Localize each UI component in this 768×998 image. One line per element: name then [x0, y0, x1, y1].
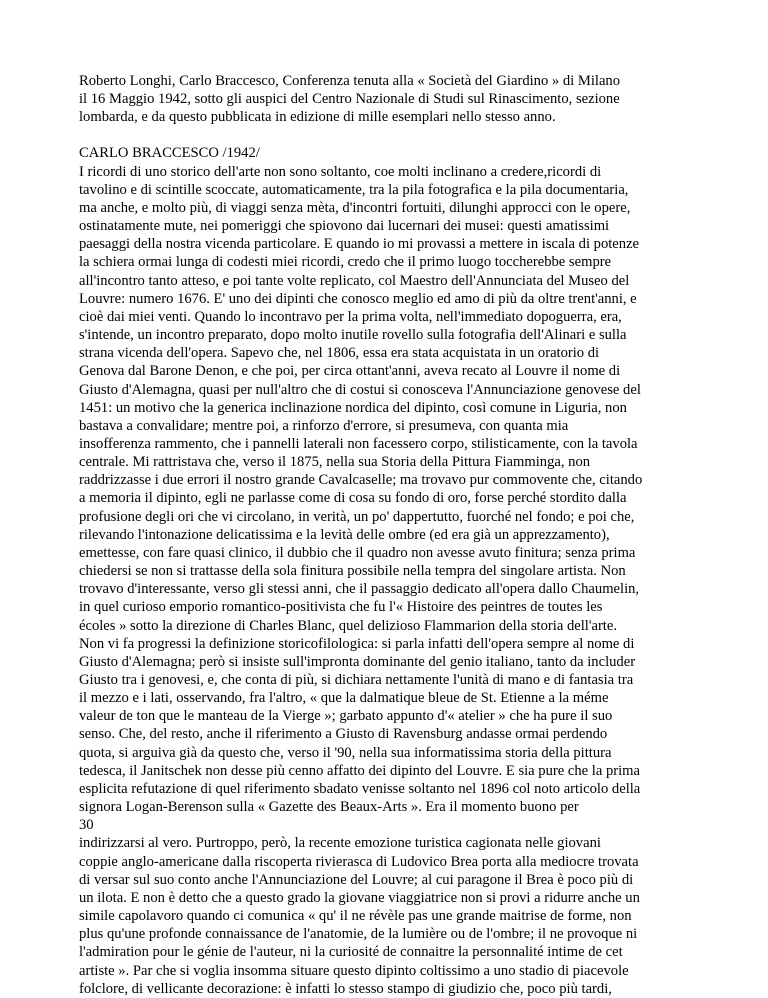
body-line: 1451: un motivo che la generica inclinazione nordica del dipinto, così comune in Liguria, non [79, 399, 627, 416]
body-line: Genova dal Barone Denon, e che poi, per circa ottant'anni, aveva recato al Louvre il nome di [79, 363, 621, 380]
body-line: artiste ». Par che si voglia insomma situare questo dipinto coltissimo a uno stadio di piacevole [79, 962, 629, 979]
body-line: insofferenza rammento, che i pannelli laterali non facessero corpo, stilisticamente, con la tavola [79, 435, 638, 452]
body-line: Giusto tra i genovesi, e, che conta di più, si dichiara nettamente l'unità di mano e di fantasia tra [79, 672, 634, 688]
body-line: tavolino e di scintille scoccate, automaticamente, tra la pila fotografica e la pila documentaria, [79, 181, 629, 198]
body-line: chiedersi se non si trattasse della sola finitura possibile nella tempra del singolare artista. Non [79, 563, 626, 580]
page-number: 30 [79, 817, 94, 834]
body-line: paesaggi della nostra vicenda particolare. E quando io mi provassi a mettere in iscala di potenze [79, 236, 640, 253]
body-line: all'incontro tanto atteso, e poi tante volte replicato, col Maestro dell'Annunciata del Museo del [79, 272, 630, 289]
body-line: Louvre: numero 1676. E' uno dei dipinti che conosco meglio ed amo di più da oltre trent'anni, e [79, 290, 637, 307]
body-line: senso. Che, del resto, anche il riferimento a Giusto di Ravensburg andasse ormai perdendo [79, 726, 608, 743]
body-line: écoles » sotto la direzione di Charles Blanc, quel delizioso Flammarion della storia dell'arte. [79, 617, 617, 634]
body-line: plus qu'une profonde connaissance de l'anatomie, de la lumière ou de l'ombre; il ne provoque ni [79, 926, 638, 943]
body-line: profusione degli ori che vi circolano, in verità, un po' dappertutto, fuorché nel fondo; e poi che, [79, 508, 635, 525]
body-line: strana vicenda dell'opera. Sapevo che, nel 1806, essa era stata acquistata in un oratorio di [79, 345, 600, 362]
body-line: trovavo d'interessante, verso gli stessi anni, che il passaggio dedicato all'opera dallo Chaumelin, [79, 581, 640, 598]
publication-note-line: il 16 Maggio 1942, sotto gli auspici del Centro Nazionale di Studi sul Rinascimento, sezione [79, 91, 620, 108]
body-line: di versar sul suo conto anche l'Annunciazione del Louvre; al cui paragone il Brea è poco più di [79, 871, 634, 888]
publication-note-line: Roberto Longhi, Carlo Braccesco, Conferenza tenuta alla « Società del Giardino » di Milano [79, 73, 621, 89]
body-line: quota, si arguiva già da questo che, verso il '90, nella sua informatissima storia della pittura [79, 744, 612, 761]
document-page [79, 72, 719, 998]
body-line: il mezzo e i lati, osservando, fra l'altro, « que la dalmatique bleue de St. Etienne a la méme [79, 690, 609, 707]
body-line: bastava a convalidare; mentre poi, a rinforzo d'errore, si presumeva, con quanta mia [79, 417, 569, 434]
publication-note [79, 72, 719, 126]
essay-section [79, 144, 719, 997]
body-line: Giusto d'Alemagna; però si insiste sull'impronta dominante del genio italiano, tanto da includer [79, 653, 636, 670]
body-line: Non vi fa progressi la definizione storicofilologica: si parla infatti dell'opera sempre al nome di [79, 635, 635, 652]
section-title: CARLO BRACCESCO /1942/ [79, 145, 260, 162]
body-line: emettesse, con fare quasi clinico, il dubbio che il quadro non avesse avuto finitura; senza prima [79, 544, 636, 561]
body-line: esplicita refutazione di quel riferimento sbadato venisse soltanto nel 1896 col noto articolo della [79, 780, 641, 797]
body-line: folclore, di vellicante decorazione: è infatti lo stesso stampo di giudizio che, poco più tardi, [79, 980, 612, 997]
body-line: indirizzarsi al vero. Purtroppo, però, la recente emozione turistica cagionata nelle giovani [79, 835, 601, 852]
body-line: a memoria il dipinto, egli ne parlasse come di cosa su fondo di oro, forse perché stordito dalla [79, 490, 627, 507]
body-line: centrale. Mi rattristava che, verso il 1875, nella sua Storia della Pittura Fiamminga, non [79, 454, 591, 471]
body-line: cioè dai miei venti. Quando lo incontravo per la prima volta, nell'immediato dopoguerra, era, [79, 308, 622, 325]
body-line: l'admiration pour le génie de l'auteur, ni la curiosité de connaitre la personnalité intime de cet [79, 944, 623, 961]
body-line: coppie anglo-americane dalla riscoperta rivierasca di Ludovico Brea porta alla mediocre trovata [79, 853, 639, 870]
body-line: Giusto d'Alemagna, quasi per null'altro che di costui si conosceva l'Annunciazione genovese del [79, 381, 641, 398]
body-line: s'intende, un incontro preparato, dopo molto inutile rovello sulla fotografia dell'Alinari e sulla [79, 327, 627, 344]
body-line: ostinatamente mute, nei pomeriggi che spiovono dai lucernari dei musei: questi amatissimi [79, 218, 610, 235]
body-line: valeur de ton que le manteau de la Vierge »; garbato appunto d'« atelier » che ha pure il suo [79, 708, 613, 725]
body-line: raddrizzasse i due errori il nostro grande Cavalcaselle; ma trovavo pur commovente che, citando [79, 472, 643, 489]
body-line: rilevando l'intonazione delicatissima e la levità delle ombre (ed era già un apprezzamento), [79, 526, 610, 543]
publication-note-line: lombarda, e da questo pubblicata in edizione di mille esemplari nello stesso anno. [79, 109, 556, 126]
body-line: I ricordi di uno storico dell'arte non sono soltanto, coe molti inclinano a credere,ricordi di [79, 163, 602, 180]
body-line: un ilota. E non è detto che a questo grado la giovane viaggiatrice non si provi a ridurre anche un [79, 889, 640, 906]
body-line: ma anche, e molto più, di viaggi senza mèta, d'incontri fortuiti, dilunghi approcci con le opere, [79, 199, 631, 216]
essay-body [79, 163, 719, 998]
body-line: in quel curioso emporio romantico-positivista che fu l'« Histoire des peintres de toutes les [79, 599, 603, 616]
body-line: simile capolavoro quando ci comunica « qu' il ne révèle pas une grande maitrise de forme, non [79, 908, 632, 925]
body-line: tedesca, il Janitschek non desse più cenno affatto dei dipinto del Louvre. E sia pure che la prima [79, 762, 641, 779]
body-line: signora Logan-Berenson sulla « Gazette des Beaux-Arts ». Era il momento buono per [79, 799, 579, 816]
body-line: la schiera ormai lunga di codesti miei ricordi, credo che il primo luogo toccherebbe sempre [79, 254, 612, 271]
